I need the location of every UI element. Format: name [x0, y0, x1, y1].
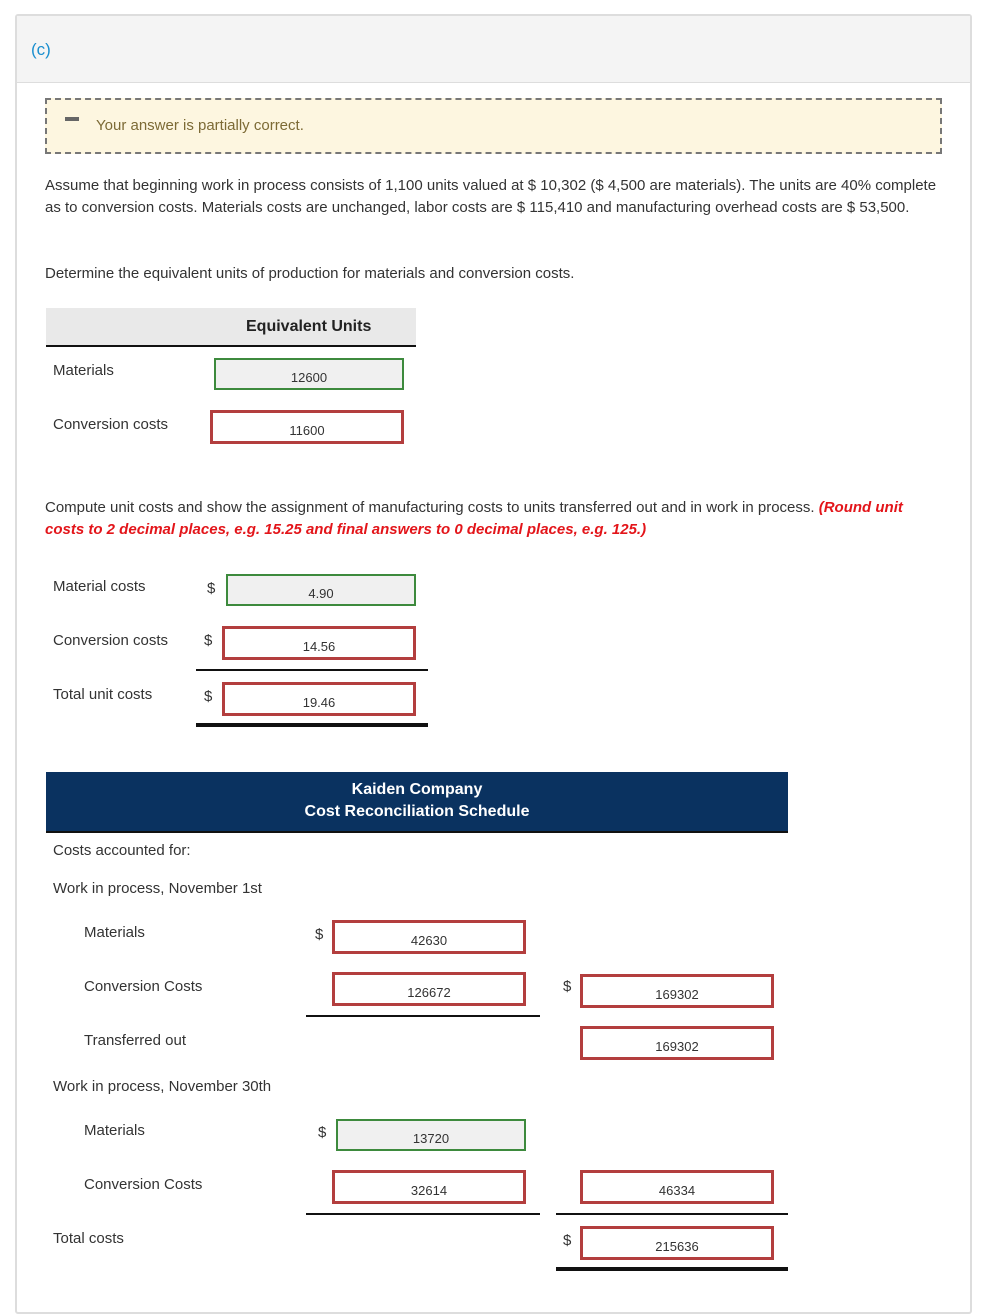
wip30-total-input[interactable]: 46334 [580, 1170, 774, 1204]
total-costs-label: Total costs [53, 1230, 124, 1247]
equivalent-units-header: Equivalent Units [246, 318, 372, 335]
wip-nov1-label: Work in process, November 1st [53, 880, 262, 897]
banner-underline [46, 831, 788, 833]
total-costs-double-underline [556, 1267, 788, 1271]
equiv-materials-input[interactable]: 12600 [214, 358, 404, 390]
schedule-banner [46, 772, 788, 832]
wip30-materials-input[interactable]: 13720 [336, 1119, 526, 1151]
wip-nov30-label: Work in process, November 30th [53, 1078, 272, 1095]
currency-sign: $ [315, 926, 324, 943]
currency-sign: $ [563, 1232, 572, 1249]
unit-conversion-cost-input[interactable]: 14.56 [222, 626, 416, 660]
unit-material-cost-input[interactable]: 4.90 [226, 574, 416, 606]
wip1-conversion-input[interactable]: 126672 [332, 972, 526, 1006]
total-unit-cost-input[interactable]: 19.46 [222, 682, 416, 716]
costs-accounted-for-label: Costs accounted for: [53, 842, 191, 859]
wip1-materials-label: Materials [84, 924, 145, 941]
conversion-costs-label: Conversion costs [53, 416, 169, 433]
total-unit-costs-label: Total unit costs [53, 686, 153, 703]
wip30-materials-label: Materials [84, 1122, 145, 1139]
question-unit-costs-text: Compute unit costs and show the assignment of manufacturing costs to units transferred out and in work in process. [45, 499, 819, 516]
part-label: (c) [31, 40, 51, 59]
equiv-conversion-input[interactable]: 11600 [210, 410, 404, 444]
material-costs-label: Material costs [53, 578, 146, 595]
header-underline [46, 345, 416, 347]
wip1-conversion-label: Conversion Costs [84, 978, 203, 995]
currency-sign: $ [318, 1124, 327, 1141]
currency-sign: $ [563, 978, 572, 995]
wip30-conversion-input[interactable]: 32614 [332, 1170, 526, 1204]
intro-paragraph: Assume that beginning work in process consists of 1,100 units valued at $ 10,302 ($ 4,500 are materials). The units are 40% complete as to conversion costs. Materials costs are unchanged, labor costs are $ 115,410 and manufacturing overhead costs are $ 53,500. [45, 177, 937, 216]
schedule-title: Cost Reconciliation Schedule [304, 803, 530, 820]
panel-header [17, 16, 970, 83]
wip30-subtotal-underline [306, 1213, 540, 1215]
currency-sign: $ [204, 632, 213, 649]
currency-sign: $ [204, 688, 213, 705]
wip1-total-input[interactable]: 169302 [580, 974, 774, 1008]
transferred-out-input[interactable]: 169302 [580, 1026, 774, 1060]
subtotal-underline [196, 669, 428, 671]
currency-sign: $ [207, 580, 216, 597]
partial-correct-icon [65, 117, 79, 121]
total-double-underline [196, 723, 428, 727]
wip30-conversion-label: Conversion Costs [84, 1176, 203, 1193]
wip1-materials-input[interactable]: 42630 [332, 920, 526, 954]
question-equivalent-units: Determine the equivalent units of production for materials and conversion costs. [45, 265, 575, 282]
question-unit-costs [45, 497, 945, 541]
feedback-alert [45, 98, 942, 154]
materials-label: Materials [53, 362, 114, 379]
rounding-instruction: (Round unit costs to 2 decimal places, e.g. 15.25 and final answers to 0 decimal places, e.g. 125.) [45, 499, 903, 538]
transferred-out-label: Transferred out [84, 1032, 186, 1049]
company-name: Kaiden Company [351, 781, 483, 798]
total-costs-input[interactable]: 215636 [580, 1226, 774, 1260]
costs-subtotal-underline [556, 1213, 788, 1215]
wip1-subtotal-underline [306, 1015, 540, 1017]
feedback-text: Your answer is partially correct. [96, 117, 304, 134]
unit-conversion-costs-label: Conversion costs [53, 632, 169, 649]
